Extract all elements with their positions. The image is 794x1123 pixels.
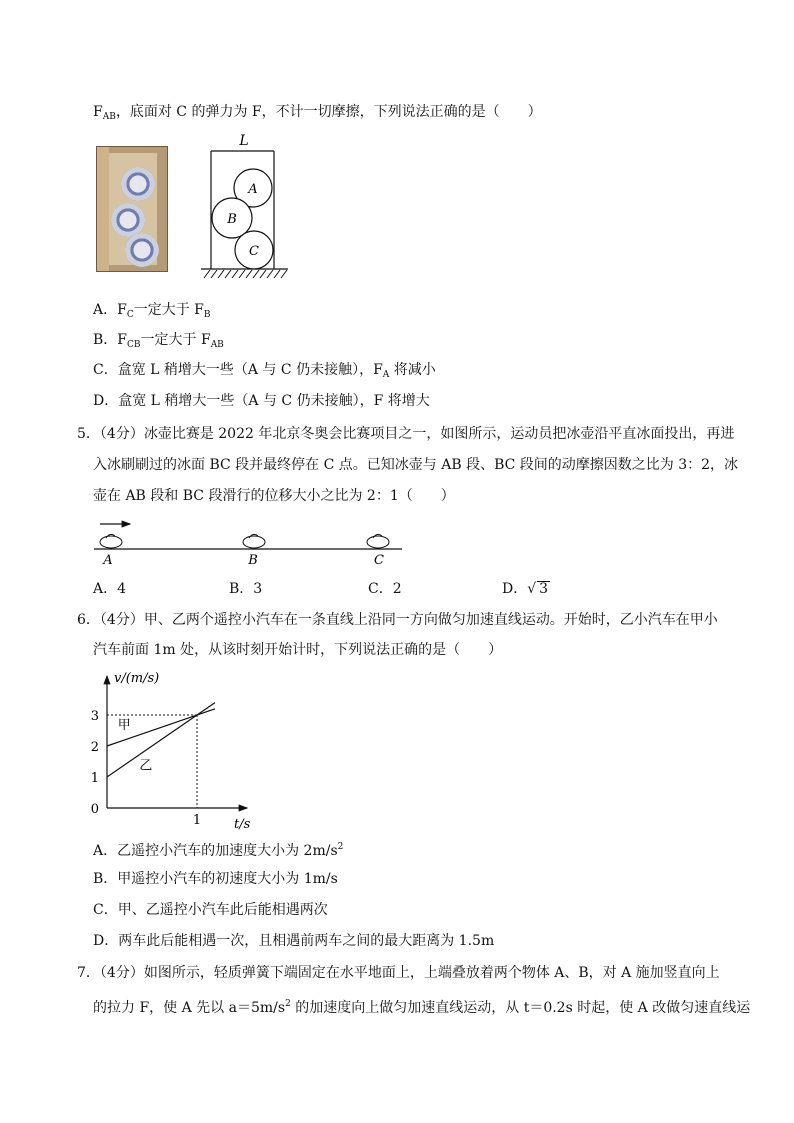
y-tick-2: 2 <box>90 740 99 755</box>
x-axis-label: t/s <box>234 817 251 832</box>
ball-B-label: B <box>227 212 237 227</box>
stone-B <box>243 534 265 548</box>
q6-option-b: B．甲遥控小汽车的初速度大小为 1m/s <box>93 871 338 887</box>
q7-line2-b: 的加速度向上做匀加速直线运动，从 t＝0.2s 时起，使 A 改做匀速直线运 <box>290 1000 751 1016</box>
sqrt-radicand: 3 <box>539 581 549 597</box>
q6-a-text: A．乙遥控小汽车的加速度大小为 2m/s <box>93 843 338 859</box>
point-B-label: B <box>248 553 258 568</box>
can-bottom <box>125 233 159 267</box>
q4-b-prefix: B．F <box>93 332 128 348</box>
ground-hatch <box>204 270 287 278</box>
q4-b-sub2: AB <box>210 340 224 350</box>
q4-a-sub2: B <box>203 310 211 320</box>
q4-intro <box>93 102 542 127</box>
q5-d-prefix: D． <box>502 581 528 597</box>
curling-diagram <box>90 512 410 572</box>
q4-a-sub1: C <box>126 310 134 320</box>
q4-intro-text: ，底面对 C 的弹力为 F，不计一切摩擦，下列说法正确的是（ ） <box>115 104 542 120</box>
stone-C <box>367 534 389 548</box>
q7-stem-line2 <box>93 994 750 1018</box>
point-C-label: C <box>374 553 384 568</box>
series-label-0: 甲 <box>117 717 131 733</box>
can-top <box>121 167 155 201</box>
q5-stem-line3: 壶在 AB 段和 BC 段滑行的位移大小之比为 2：1（ ） <box>93 488 455 504</box>
q5-option-c: C．2 <box>368 581 402 597</box>
q7-stem-line1: 7．（4分）如图所示，轻质弹簧下端固定在水平地面上，上端叠放着两个物体 A、B，对 A 施加竖直向上 <box>77 965 720 981</box>
q7-line2-sup: 2 <box>285 999 291 1009</box>
q4-b-sub1: CB <box>127 340 141 350</box>
stone-A <box>100 534 122 548</box>
q6-option-a <box>93 837 343 861</box>
q4-a-mid: 一定大于 F <box>133 302 204 318</box>
y-tick-3: 3 <box>90 709 99 724</box>
sqrt-sign: √ <box>527 581 537 597</box>
y-tick-1: 1 <box>90 771 99 786</box>
q4-c-prefix: C．盒宽 L 稍增大一些（A 与 C 仍未接触），F <box>93 362 383 378</box>
q6-stem-line1: 6．（4分）甲、乙两个遥控小汽车在一条直线上沿同一方向做匀加速直线运动。开始时，乙小汽车在甲小 <box>77 612 718 628</box>
point-A-label: A <box>103 553 113 568</box>
q6-a-sup: 2 <box>337 842 344 852</box>
q5-option-a: A．4 <box>93 581 127 597</box>
q4-a-prefix: A．F <box>93 302 127 318</box>
q5-option-b: B．3 <box>229 581 263 597</box>
q4-c-sub: A <box>382 370 390 380</box>
x-tick-1: 1 <box>192 813 202 828</box>
label-L: L <box>239 133 249 149</box>
y-tick-0: 0 <box>90 802 99 817</box>
q4-option-a <box>93 300 211 325</box>
q4-c-mid: 将减小 <box>389 362 436 378</box>
ball-C-label: C <box>249 244 259 259</box>
q4-option-c <box>93 360 436 385</box>
q6-option-d: D．两车此后能相遇一次，且相遇前两车之间的最大距离为 1.5m <box>93 933 495 949</box>
box-diagram <box>196 132 296 282</box>
q4-intro-sub: AB <box>102 112 116 122</box>
y-axis-label: v/(m/s) <box>114 671 160 686</box>
box-photo <box>96 146 168 272</box>
q5-option-d <box>502 579 550 599</box>
q7-line2-a: 的拉力 F，使 A 先以 a＝5m/s <box>93 1000 286 1016</box>
q5-stem-line2: 入冰刷刷过的冰面 BC 段并最终停在 C 点。已知冰壶与 AB 段、BC 段间的动摩擦因数之比为 3：2，冰 <box>93 457 739 473</box>
q4-b-mid: 一定大于 F <box>140 332 211 348</box>
q5-stem-line1: 5．（4分）冰壶比赛是 2022 年北京冬奥会比赛项目之一，如图所示，运动员把冰壶沿平直冰面投出，再进 <box>77 426 735 442</box>
q4-option-b <box>93 330 224 355</box>
q6-stem-line2: 汽车前面 1m 处，从该时刻开始计时，下列说法正确的是（ ） <box>93 642 503 658</box>
ball-A-label: A <box>248 182 258 197</box>
vt-chart <box>82 666 262 834</box>
series-label-1: 乙 <box>139 758 153 774</box>
q4-intro-f: F <box>93 104 103 120</box>
q6-option-c: C．甲、乙遥控小汽车此后能相遇两次 <box>93 902 328 918</box>
series-lines <box>107 703 215 777</box>
q4-option-d: D．盒宽 L 稍增大一些（A 与 C 仍未接触），F 将增大 <box>93 393 430 409</box>
box-photo-flap <box>97 147 109 272</box>
can-middle <box>111 203 145 237</box>
